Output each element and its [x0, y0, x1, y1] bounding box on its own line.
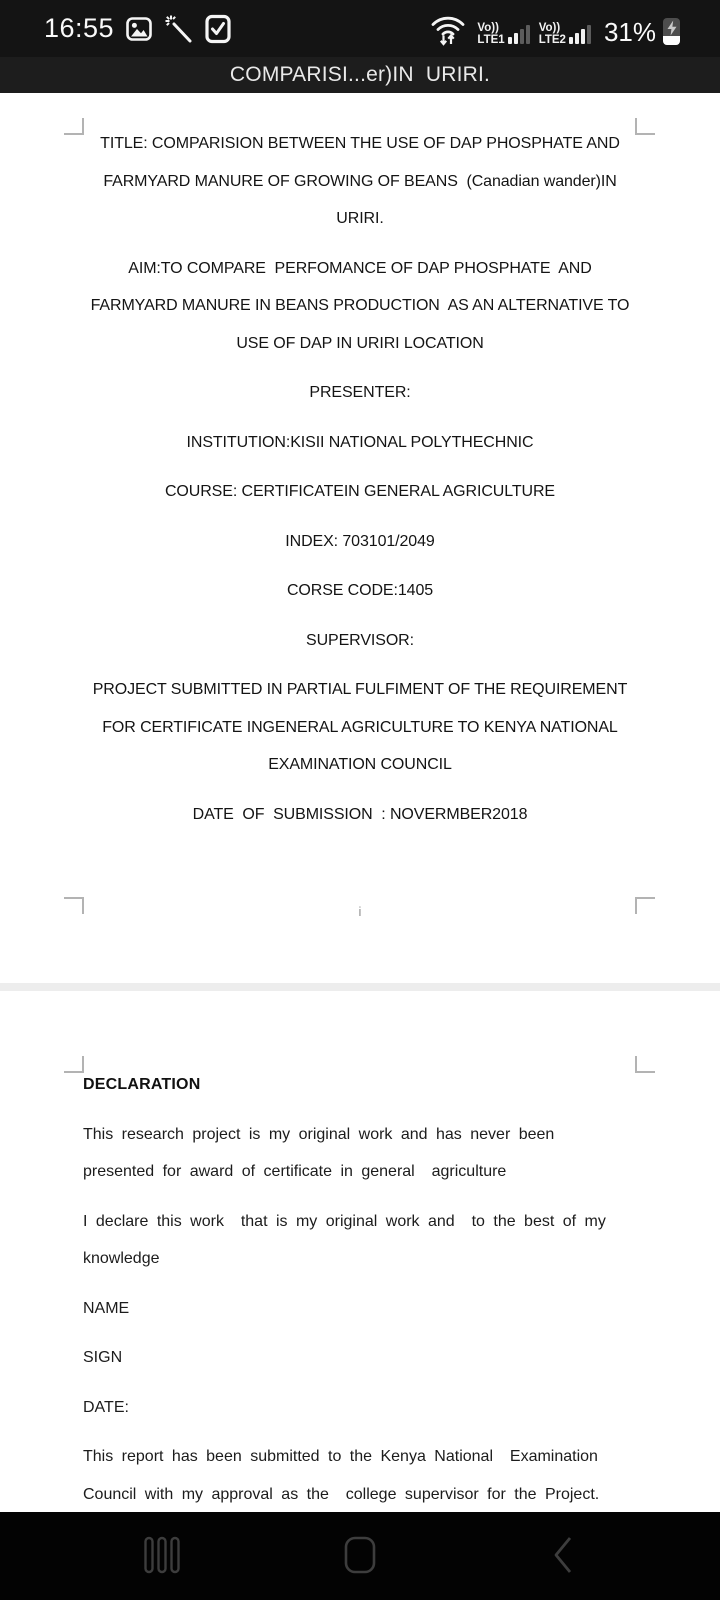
- document-paragraph: [83, 671, 637, 784]
- document-paragraph: [83, 250, 637, 363]
- margin-corner-mark: [64, 118, 84, 135]
- page-number: i: [358, 904, 362, 919]
- status-bar: [0, 0, 720, 57]
- back-icon: [552, 1535, 574, 1578]
- sim2-label: [539, 22, 566, 46]
- document-paragraph: [83, 523, 637, 561]
- document-text-line: knowledge: [83, 1250, 160, 1267]
- status-time: 16:55: [44, 13, 115, 43]
- document-text-line: This report has been submitted to the Kenya National Examination: [83, 1448, 598, 1465]
- document-text-line: FOR CERTIFICATE INGENERAL AGRICULTURE TO KENYA NATIONAL: [102, 718, 618, 736]
- sim1-indicator: [477, 22, 529, 46]
- document-paragraph: [83, 1290, 623, 1328]
- document-text-line: TITLE: COMPARISION BETWEEN THE USE OF DAP PHOSPHATE AND: [100, 135, 620, 152]
- sim2-network-label: LTE2: [538, 33, 566, 46]
- document-text-line: PRESENTER:: [309, 384, 411, 401]
- document-scroll-area[interactable]: [0, 93, 720, 1512]
- sim2-volte-label: Vo)): [538, 21, 561, 34]
- checkbox-icon: [205, 14, 231, 44]
- document-text-line: COURSE: CERTIFICATEIN GENERAL AGRICULTURE: [164, 483, 556, 500]
- document-text-line: DATE OF SUBMISSION : NOVERMBER2018: [192, 805, 528, 823]
- page-separator: [0, 983, 720, 991]
- document-text-line: URIRI.: [336, 210, 384, 227]
- status-bar-left: [44, 13, 231, 44]
- battery-percent: 31%: [603, 16, 656, 47]
- recents-icon: [144, 1536, 180, 1577]
- magic-wand-icon: [164, 14, 194, 44]
- sim1-label: [477, 22, 504, 46]
- app-title-bar: [0, 57, 720, 93]
- sim1-network-label: LTE1: [477, 33, 505, 46]
- document-page-2: [0, 991, 720, 1512]
- document-text-line: CORSE CODE:1405: [286, 582, 434, 599]
- document-text-line: DATE:: [83, 1398, 129, 1416]
- document-text-line: USE OF DAP IN URIRI LOCATION: [236, 334, 484, 352]
- document-text-line: AIM:TO COMPARE PERFOMANCE OF DAP PHOSPHATE AND: [128, 259, 592, 277]
- document-paragraph: [83, 622, 637, 660]
- battery-charging-icon: [663, 18, 680, 45]
- home-icon: [344, 1536, 376, 1577]
- document-paragraph: [83, 1116, 623, 1191]
- wifi-icon: [428, 12, 468, 46]
- document-text-line: SUPERVISOR:: [306, 631, 414, 649]
- document-text-line: I declare this work that is my original work and to the best of my: [83, 1212, 606, 1230]
- sim2-signal-bars-icon: [569, 25, 591, 46]
- document-text-line: This research project is my original work and has never been: [83, 1125, 555, 1143]
- navigation-bar: [0, 1512, 720, 1600]
- document-text-line: EXAMINATION COUNCIL: [268, 756, 452, 773]
- margin-corner-mark: [635, 118, 655, 135]
- document-text-line: PROJECT SUBMITTED IN PARTIAL FULFIMENT OF THE REQUIREMENT: [92, 681, 628, 698]
- back-button[interactable]: [533, 1512, 593, 1600]
- document-paragraph: [83, 1438, 623, 1513]
- home-button[interactable]: [330, 1512, 390, 1600]
- document-paragraph: [83, 374, 637, 412]
- margin-corner-mark: [635, 1056, 655, 1073]
- recents-button[interactable]: [132, 1512, 192, 1600]
- document-paragraph: [83, 796, 637, 834]
- document-text-line: SIGN: [83, 1349, 123, 1366]
- document-text-line: INSTITUTION:KISII NATIONAL POLYTHECHNIC: [186, 433, 534, 451]
- document-text-line: FARMYARD MANURE OF GROWING OF BEANS (Canadian wander)IN: [103, 172, 617, 190]
- document-page-1: [0, 93, 720, 983]
- document-paragraph: [83, 424, 637, 462]
- document-paragraph: [83, 1203, 623, 1278]
- document-title: COMPARISI...er)IN URIRI.: [229, 63, 491, 86]
- sim1-signal-bars-icon: [508, 25, 530, 46]
- document-text-line: DECLARATION: [83, 1076, 201, 1093]
- page2-content: [83, 1066, 623, 1525]
- document-text-line: INDEX: 703101/2049: [285, 532, 435, 550]
- page1-content: [83, 125, 637, 845]
- document-paragraph: [83, 1066, 623, 1104]
- document-text-line: presented for award of certificate in general agriculture: [83, 1163, 507, 1180]
- document-text-line: NAME: [83, 1299, 130, 1317]
- document-text-line: Council with my approval as the college supervisor for the Project.: [83, 1485, 600, 1503]
- sim1-volte-label: Vo)): [477, 21, 499, 34]
- document-paragraph: [83, 1389, 623, 1427]
- gallery-icon: [125, 15, 153, 43]
- sim2-indicator: [539, 22, 591, 46]
- document-paragraph: [83, 473, 637, 511]
- document-paragraph: [83, 1339, 623, 1377]
- document-paragraph: [83, 572, 637, 610]
- status-bar-right: [428, 12, 680, 46]
- document-paragraph: [83, 125, 637, 238]
- document-text-line: FARMYARD MANURE IN BEANS PRODUCTION AS AN ALTERNATIVE TO: [90, 297, 630, 314]
- margin-corner-mark: [64, 1056, 84, 1073]
